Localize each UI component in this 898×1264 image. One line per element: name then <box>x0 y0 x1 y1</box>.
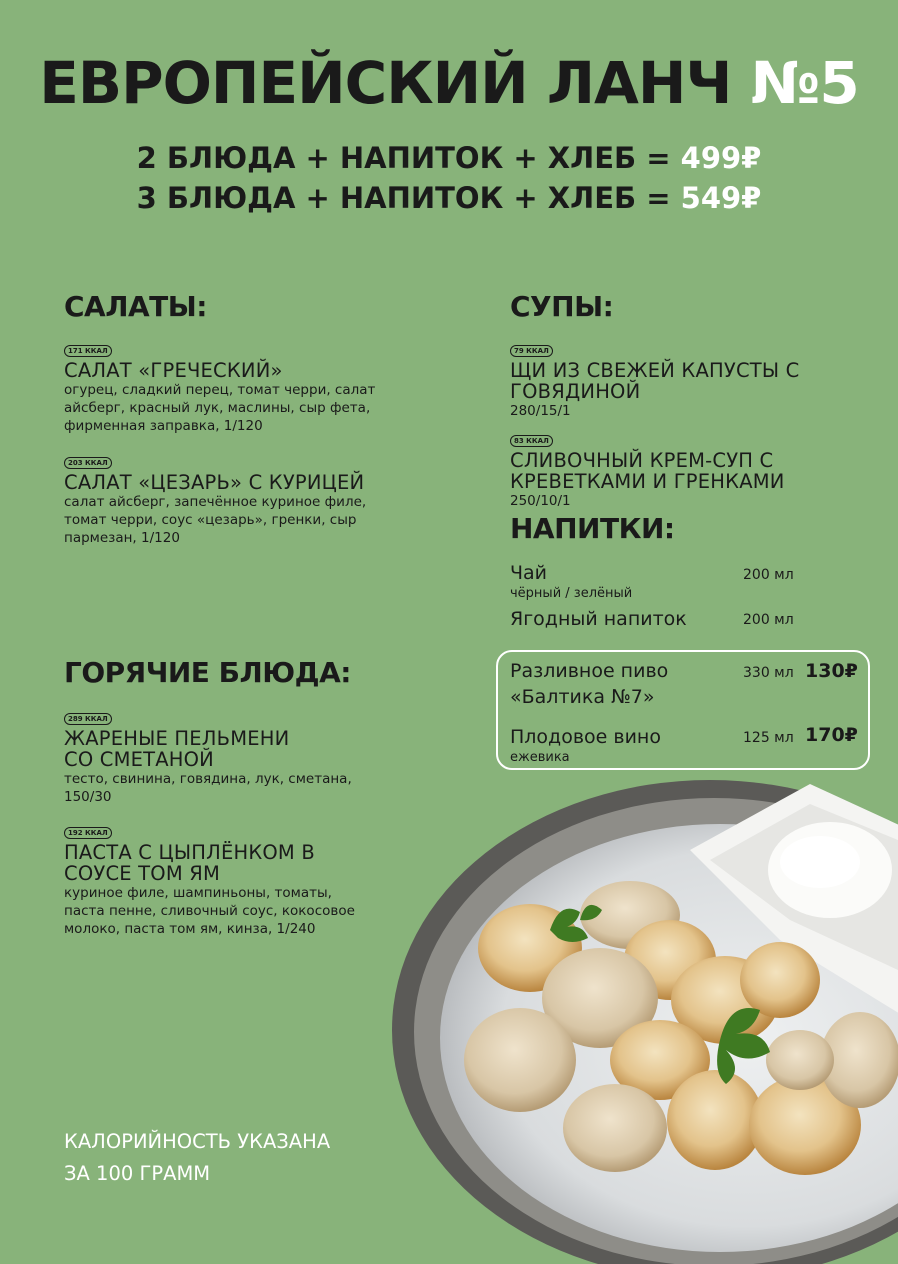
drink-item <box>510 560 632 601</box>
offer-three-dishes <box>0 178 898 218</box>
calorie-footnote <box>64 1126 330 1190</box>
offer-price: 499₽ <box>680 141 762 175</box>
drink-volume: 200 мл <box>743 612 794 628</box>
drink-name: Ягодный напиток <box>510 608 687 630</box>
drink-item <box>510 724 661 765</box>
menu-item <box>64 338 414 435</box>
drink-subtitle: ежевика <box>510 750 570 765</box>
item-description: 280/15/1 <box>510 403 571 419</box>
drink-price: 170₽ <box>805 724 858 746</box>
item-name: ПАСТА С ЦЫПЛЁНКОМ В СОУСЕ ТОМ ЯМ <box>64 841 315 885</box>
kcal-badge: 171 ККАЛ <box>64 345 112 357</box>
kcal-badge: 203 ККАЛ <box>64 457 112 469</box>
kcal-badge: 289 ККАЛ <box>64 713 112 725</box>
item-description: огурец, сладкий перец, томат черри, салат айсберг, красный лук, маслины, сыр фета, фирменная заправка, 1/120 <box>64 382 376 434</box>
footnote-line: КАЛОРИЙНОСТЬ УКАЗАНА <box>64 1130 331 1153</box>
offer-two-dishes <box>0 138 898 178</box>
soups-heading: СУПЫ: <box>510 290 614 323</box>
drink-price: 130₽ <box>805 660 858 682</box>
footnote-line: ЗА 100 ГРАММ <box>64 1162 211 1185</box>
kcal-badge: 79 ККАЛ <box>510 345 553 357</box>
kcal-badge: 83 ККАЛ <box>510 435 553 447</box>
kcal-badge: 192 ККАЛ <box>64 827 112 839</box>
item-description: куриное филе, шампиньоны, томаты, паста пенне, сливочный соус, кокосовое молоко, паста том ям, кинза, 1/240 <box>64 885 355 937</box>
item-description: тесто, свинина, говядина, лук, сметана, 150/30 <box>64 771 352 805</box>
item-name: ЖАРЕНЫЕ ПЕЛЬМЕНИ СО СМЕТАНОЙ <box>64 727 290 771</box>
menu-item <box>510 428 820 510</box>
menu-item <box>64 450 414 547</box>
drink-name: Плодовое вино <box>510 726 661 748</box>
item-description: 250/10/1 <box>510 493 571 509</box>
salads-heading: САЛАТЫ: <box>64 290 207 323</box>
menu-item <box>510 338 810 420</box>
drink-item <box>510 606 687 632</box>
drink-name: Чай <box>510 562 548 584</box>
item-name: ЩИ ИЗ СВЕЖЕЙ КАПУСТЫ С ГОВЯДИНОЙ <box>510 359 800 403</box>
drink-item <box>510 658 700 710</box>
item-name: САЛАТ «ЦЕЗАРЬ» С КУРИЦЕЙ <box>64 471 365 494</box>
title-number: №5 <box>750 49 859 117</box>
offer-text: 3 БЛЮДА + НАПИТОК + ХЛЕБ = <box>136 181 681 215</box>
menu-item <box>64 820 374 938</box>
offer-price: 549₽ <box>680 181 762 215</box>
dumplings-plate-image <box>380 770 898 1264</box>
drink-subtitle: чёрный / зелёный <box>510 586 633 601</box>
offer-text: 2 БЛЮДА + НАПИТОК + ХЛЕБ = <box>136 141 681 175</box>
page-title <box>0 48 898 118</box>
drink-volume: 125 мл <box>743 730 794 746</box>
item-name: СЛИВОЧНЫЙ КРЕМ-СУП С КРЕВЕТКАМИ И ГРЕНКАМИ <box>510 449 785 493</box>
drink-volume: 330 мл <box>743 665 794 681</box>
menu-item <box>64 706 374 806</box>
title-text: ЕВРОПЕЙСКИЙ ЛАНЧ <box>39 49 732 117</box>
drinks-heading: НАПИТКИ: <box>510 512 675 545</box>
drink-name: Разливное пиво «Балтика №7» <box>510 660 669 708</box>
hot-dishes-heading: ГОРЯЧИЕ БЛЮДА: <box>64 656 351 689</box>
item-description: салат айсберг, запечённое куриное филе, томат черри, соус «цезарь», гренки, сыр пармезан, 1/120 <box>64 494 367 546</box>
item-name: САЛАТ «ГРЕЧЕСКИЙ» <box>64 359 283 382</box>
drink-volume: 200 мл <box>743 567 794 583</box>
